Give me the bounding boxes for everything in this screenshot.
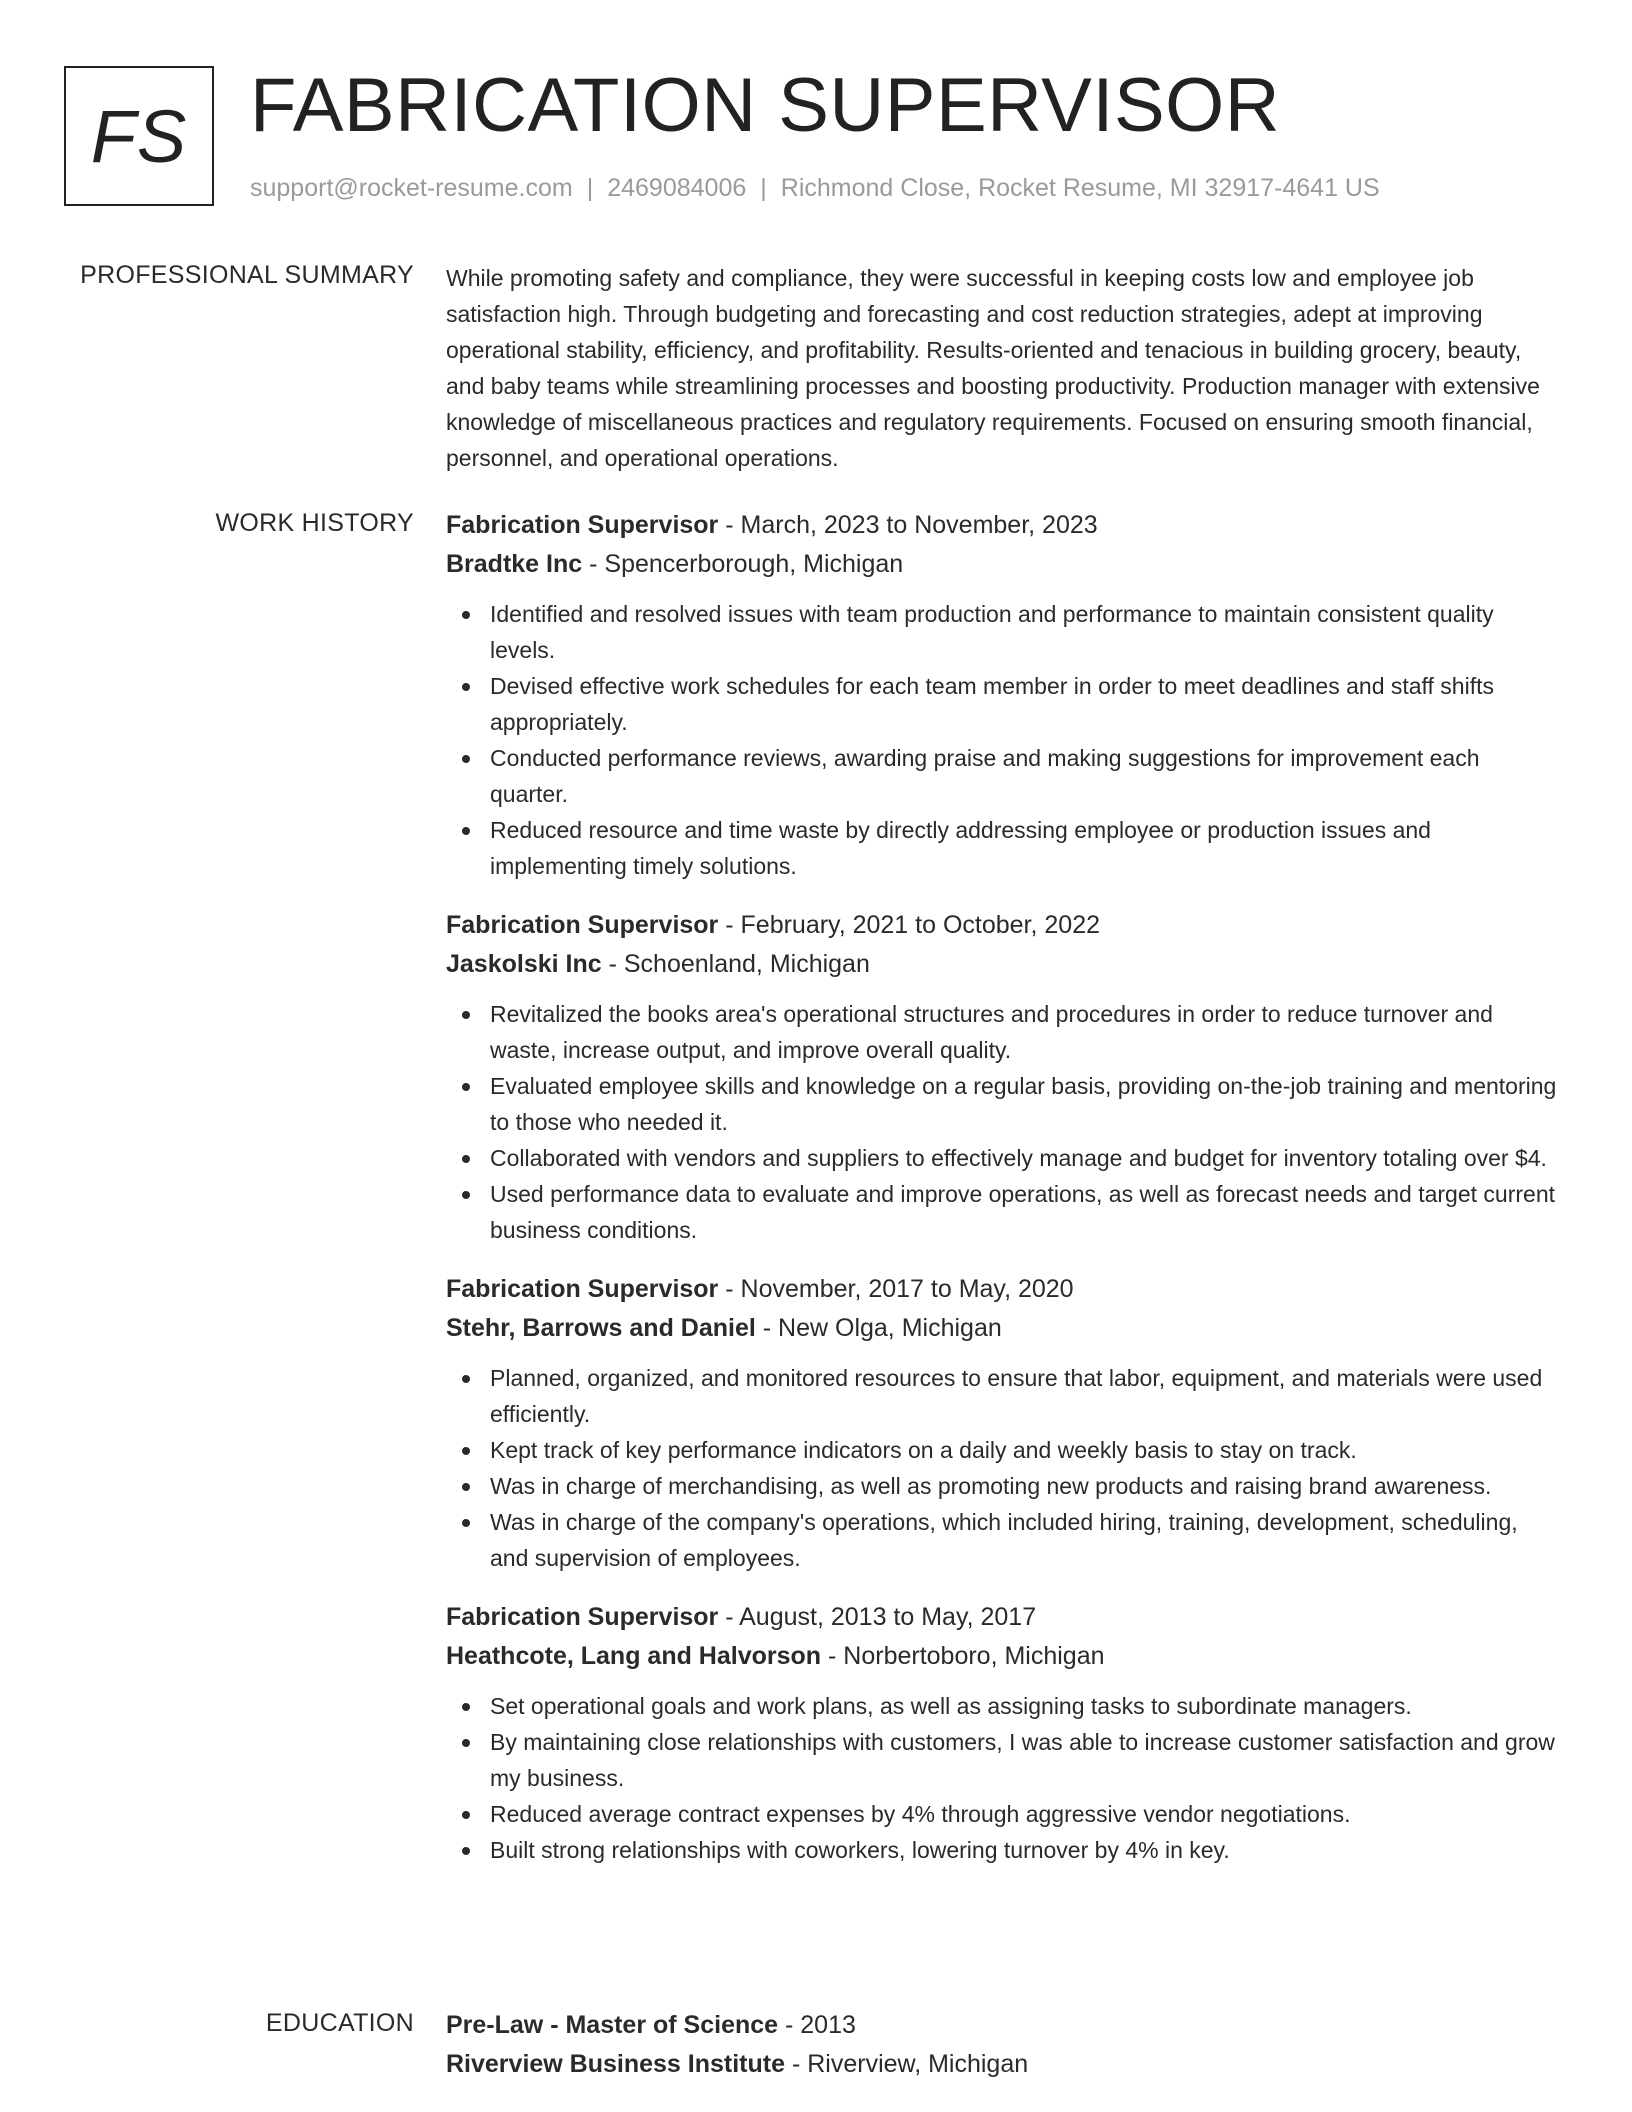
contact-separator: |: [586, 174, 594, 202]
job-title: Fabrication Supervisor: [446, 1603, 719, 1631]
list-item: Identified and resolved issues with team production and performance to maintain consistent quality levels.: [446, 596, 1562, 668]
job-company: Heathcote, Lang and Halvorson: [446, 1642, 822, 1670]
list-item: By maintaining close relationships with customers, I was able to increase customer satisfaction and grow my business.: [446, 1724, 1562, 1796]
job-bullets: [446, 1688, 1562, 1868]
school-name: Riverview Business Institute: [446, 2050, 786, 2078]
summary-body: [446, 260, 1562, 476]
page-title: FABRICATION SUPERVISOR: [250, 63, 1281, 148]
job-dates: - March, 2023 to November, 2023: [718, 511, 1098, 539]
degree-year: - 2013: [778, 2011, 856, 2039]
summary-text: While promoting safety and compliance, they were successful in keeping costs low and employee job satisfaction high. Through budgeting and forecasting and cost reduction strategies, adept at improving operational stability, efficiency, and profitability. Results-oriented and tenacious in building grocery, beauty, and baby teams while streamlining processes and boosting productivity. Production manager with extensive knowledge of miscellaneous practices and regulatory requirements. Focused on ensuring smooth financial, personnel, and operational operations.: [446, 265, 1540, 471]
job-company: Stehr, Barrows and Daniel: [446, 1314, 756, 1342]
job-dates: - November, 2017 to May, 2020: [718, 1275, 1074, 1303]
monogram-badge: FS: [64, 66, 214, 206]
list-item: Revitalized the books area's operational structures and procedures in order to reduce turnover and waste, increase output, and improve overall quality.: [446, 996, 1562, 1068]
list-item: Set operational goals and work plans, as well as assigning tasks to subordinate managers.: [446, 1688, 1562, 1724]
job-company-line: [446, 1309, 1562, 1348]
job-location: - New Olga, Michigan: [755, 1314, 1002, 1342]
job-title-line: [446, 1598, 1562, 1637]
list-item: Planned, organized, and monitored resources to ensure that labor, equipment, and materials were used efficiently.: [446, 1360, 1562, 1432]
summary-heading: PROFESSIONAL SUMMARY: [80, 261, 414, 289]
job-company: Bradtke Inc: [446, 550, 583, 578]
contact-phone: 2469084006: [607, 174, 747, 202]
work-history-body: [446, 506, 1562, 1890]
list-item: Kept track of key performance indicators on a daily and weekly basis to stay on track.: [446, 1432, 1562, 1468]
job-location: - Norbertoboro, Michigan: [821, 1642, 1105, 1670]
job-title-line: [446, 906, 1562, 945]
list-item: Devised effective work schedules for each team member in order to meet deadlines and staff shifts appropriately.: [446, 668, 1562, 740]
list-item: Evaluated employee skills and knowledge on a regular basis, providing on-the-job training and mentoring to those who needed it.: [446, 1068, 1562, 1140]
job-title-line: [446, 1270, 1562, 1309]
job-company-line: [446, 945, 1562, 984]
list-item: Collaborated with vendors and suppliers to effectively manage and budget for inventory totaling over $4.: [446, 1140, 1562, 1176]
job-entry: [446, 1598, 1562, 1868]
job-title: Fabrication Supervisor: [446, 1275, 719, 1303]
list-item: Built strong relationships with coworkers, lowering turnover by 4% in key.: [446, 1832, 1562, 1868]
job-dates: - August, 2013 to May, 2017: [718, 1603, 1037, 1631]
list-item: Was in charge of the company's operations, which included hiring, training, development, scheduling, and supervision of employees.: [446, 1504, 1562, 1576]
job-bullets: [446, 996, 1562, 1248]
job-title: Fabrication Supervisor: [446, 911, 719, 939]
school-line: [446, 2045, 1562, 2084]
contact-address: Richmond Close, Rocket Resume, MI 32917-4641 US: [780, 174, 1380, 202]
work-history-heading: WORK HISTORY: [215, 509, 414, 537]
job-title-line: [446, 506, 1562, 545]
job-location: - Schoenland, Michigan: [601, 950, 870, 978]
job-entry: [446, 506, 1562, 884]
job-title: Fabrication Supervisor: [446, 511, 719, 539]
job-company-line: [446, 1637, 1562, 1676]
contact-separator: |: [760, 174, 767, 202]
job-bullets: [446, 1360, 1562, 1576]
contact-line: [250, 174, 1380, 203]
job-company-line: [446, 545, 1562, 584]
list-item: Used performance data to evaluate and improve operations, as well as forecast needs and target current business conditions.: [446, 1176, 1562, 1248]
job-location: - Spencerborough, Michigan: [582, 550, 904, 578]
job-dates: - February, 2021 to October, 2022: [718, 911, 1100, 939]
degree-line: [446, 2006, 1562, 2045]
list-item: Reduced average contract expenses by 4% through aggressive vendor negotiations.: [446, 1796, 1562, 1832]
job-company: Jaskolski Inc: [446, 950, 602, 978]
education-heading: EDUCATION: [265, 2009, 414, 2037]
degree-name: Pre-Law - Master of Science: [446, 2011, 779, 2039]
list-item: Conducted performance reviews, awarding praise and making suggestions for improvement each quarter.: [446, 740, 1562, 812]
contact-email: support@rocket-resume.com: [250, 174, 573, 202]
school-location: - Riverview, Michigan: [785, 2050, 1029, 2078]
list-item: Was in charge of merchandising, as well as promoting new products and raising brand awareness.: [446, 1468, 1562, 1504]
job-entry: [446, 906, 1562, 1248]
job-bullets: [446, 596, 1562, 884]
job-entry: [446, 1270, 1562, 1576]
education-body: [446, 2006, 1562, 2084]
list-item: Reduced resource and time waste by directly addressing employee or production issues and implementing timely solutions.: [446, 812, 1562, 884]
